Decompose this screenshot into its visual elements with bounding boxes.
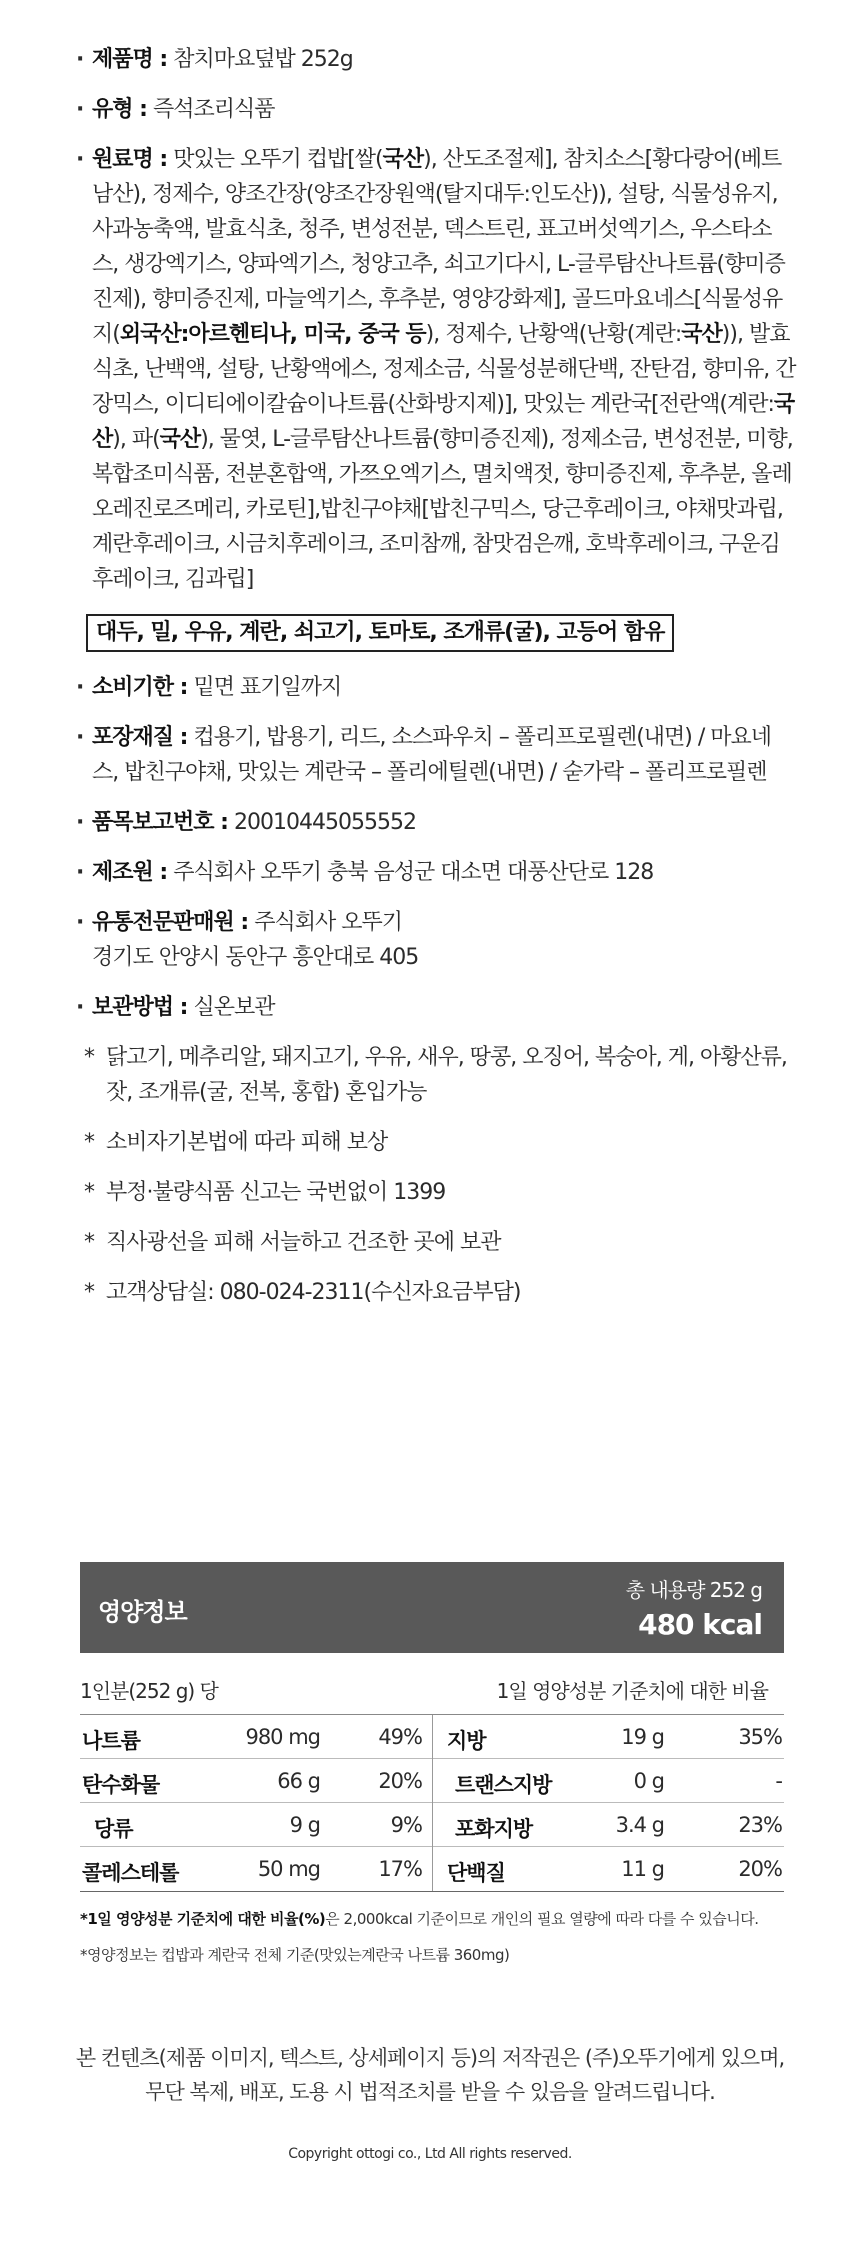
- copyright-notice: 본 컨텐츠(제품 이미지, 텍스트, 상세페이지 등)의 저작권은 (주)오뚜기에게 있으며, 무단 복제, 배포, 도용 시 법적조치를 받을 수 있음을 알려드립니다.: [75, 2046, 785, 2104]
- nutrition-footnote: *1일 영양성분 기준치에 대한 비율(%)은 2,000kcal 기준이므로 개인의 필요 열량에 따라 다를 수 있습니다.: [80, 1910, 759, 1928]
- note-item: * 부정·불량식품 신고는 국번없이 1399: [84, 1180, 446, 1205]
- info-item-manufacturer: · 제조원 : 주식회사 오뚜기 충북 음성군 대소면 대풍산단로 128: [76, 860, 654, 885]
- note-item: * 닭고기, 메추리알, 돼지고기, 우유, 새우, 땅콩, 오징어, 복숭아, 게, 아황산류, 잣, 조개류(굴, 전복, 홍합) 혼입가능: [84, 1045, 787, 1105]
- table-row: 당류 9 g 9%: [80, 1803, 432, 1847]
- info-item-type: · 유형 : 즉석조리식품: [76, 97, 275, 122]
- nutrition-table: [80, 1715, 784, 1892]
- table-row: 탄수화물 66 g 20%: [80, 1759, 432, 1803]
- ratio-header: 1일 영양성분 기준치에 대한 비율: [496, 1679, 768, 1703]
- info-item-ingredients: · 원료명 : 맛있는 오뚜기 컵밥[쌀(국산), 산도조절제], 참치소스[황다랑어(베트남산), 정제수, 양조간장(양조간장원액(탈지대두:인도산)), 설탕, 식물성유지, 사과농축액, 발효식초, 청주, 변성전분, 덱스트린, 표고버섯엑기스, 우스타소스, 생강엑기스, 양파엑기스, 청양고추, 쇠고기다시, L-글루탐산나트륨(향미증진제), 향미증진제, 마늘엑기스, 후추분, 영양강화제], 골드마요네스[식물성유지(외국산:아르헨티나, 미국, 중국 등), 정제수, 난황액(난황(계란:국산)), 발효식초, 난백액, 설탕, 난황액에스, 정제소금, 식물성분해단백, 잔탄검, 향미유, 간장믹스, 이디티에이칼슘이나트륨(산화방지제)], 맛있는 계란국[전란액(계란:국산), 파(국산), 물엿, L-글루탐산나트륨(향미증진제), 정제소금, 변성전분, 미향, 복합조미식품, 전분혼합액, 가쯔오엑기스, 멸치액젓, 향미증진제, 후추분, 올레오레진로즈메리, 카로틴],밥친구야채[밥친구믹스, 당근후레이크, 야채맛과립, 계란후레이크, 시금치후레이크, 조미참깨, 참맛검은깨, 호박후레이크, 구운김후레이크, 김과립]: [76, 147, 796, 592]
- nutrition-title: 영양정보: [98, 1598, 187, 1626]
- nutrition-panel: [80, 1562, 784, 1966]
- info-item-report-number: · 품목보고번호 : 20010445055552: [76, 810, 416, 835]
- info-item-packaging: · 포장재질 : 컵용기, 밥용기, 리드, 소스파우치 – 폴리프로필렌(내면) / 마요네스, 밥친구야채, 맛있는 계란국 – 폴리에틸렌(내면) / 숟가락 – 폴리프로필렌: [76, 725, 772, 785]
- nutrition-header: [80, 1562, 784, 1653]
- table-row: 포화지방 3.4 g 23%: [433, 1803, 784, 1847]
- info-item-distributor: · 유통전문판매원 : 주식회사 오뚜기 경기도 안양시 동안구 흥안대로 405: [76, 910, 419, 970]
- info-item-storage: · 보관방법 : 실온보관: [76, 995, 275, 1020]
- product-info: [76, 42, 796, 1325]
- copyright-line: Copyright ottogi co., Ltd All rights reserved.: [288, 2146, 572, 2162]
- info-item-product-name: · 제품명 : 참치마요덮밥 252g: [76, 47, 353, 72]
- table-row: 트랜스지방 0 g -: [433, 1759, 784, 1803]
- note-item: * 고객상담실: 080-024-2311(수신자요금부담): [84, 1280, 521, 1305]
- nutrition-footnote-2: *영양정보는 컵밥과 계란국 전체 기준(맛있는계란국 나트륨 360mg): [80, 1946, 510, 1964]
- nutrition-subheader: [80, 1653, 784, 1715]
- serving-size: 1인분(252 g) 당: [80, 1679, 218, 1703]
- nutrition-total: 총 내용량 252 g: [625, 1578, 762, 1602]
- nutrition-col-left: [80, 1715, 432, 1891]
- info-item-expiry: · 소비기한 : 밑면 표기일까지: [76, 675, 342, 700]
- allergy-box: 대두, 밀, 우유, 계란, 쇠고기, 토마토, 조개류(굴), 고등어 함유: [86, 614, 674, 652]
- note-item: * 직사광선을 피해 서늘하고 건조한 곳에 보관: [84, 1230, 501, 1255]
- nutrition-kcal: 480 kcal: [638, 1608, 762, 1641]
- note-item: * 소비자기본법에 따라 피해 보상: [84, 1130, 388, 1155]
- table-row: 나트륨 980 mg 49%: [80, 1715, 432, 1759]
- nutrition-col-right: [432, 1715, 784, 1891]
- table-row: 단백질 11 g 20%: [447, 1857, 782, 1885]
- table-row: 콜레스테롤 50 mg 17%: [82, 1857, 422, 1885]
- table-row: 지방 19 g 35%: [433, 1715, 784, 1759]
